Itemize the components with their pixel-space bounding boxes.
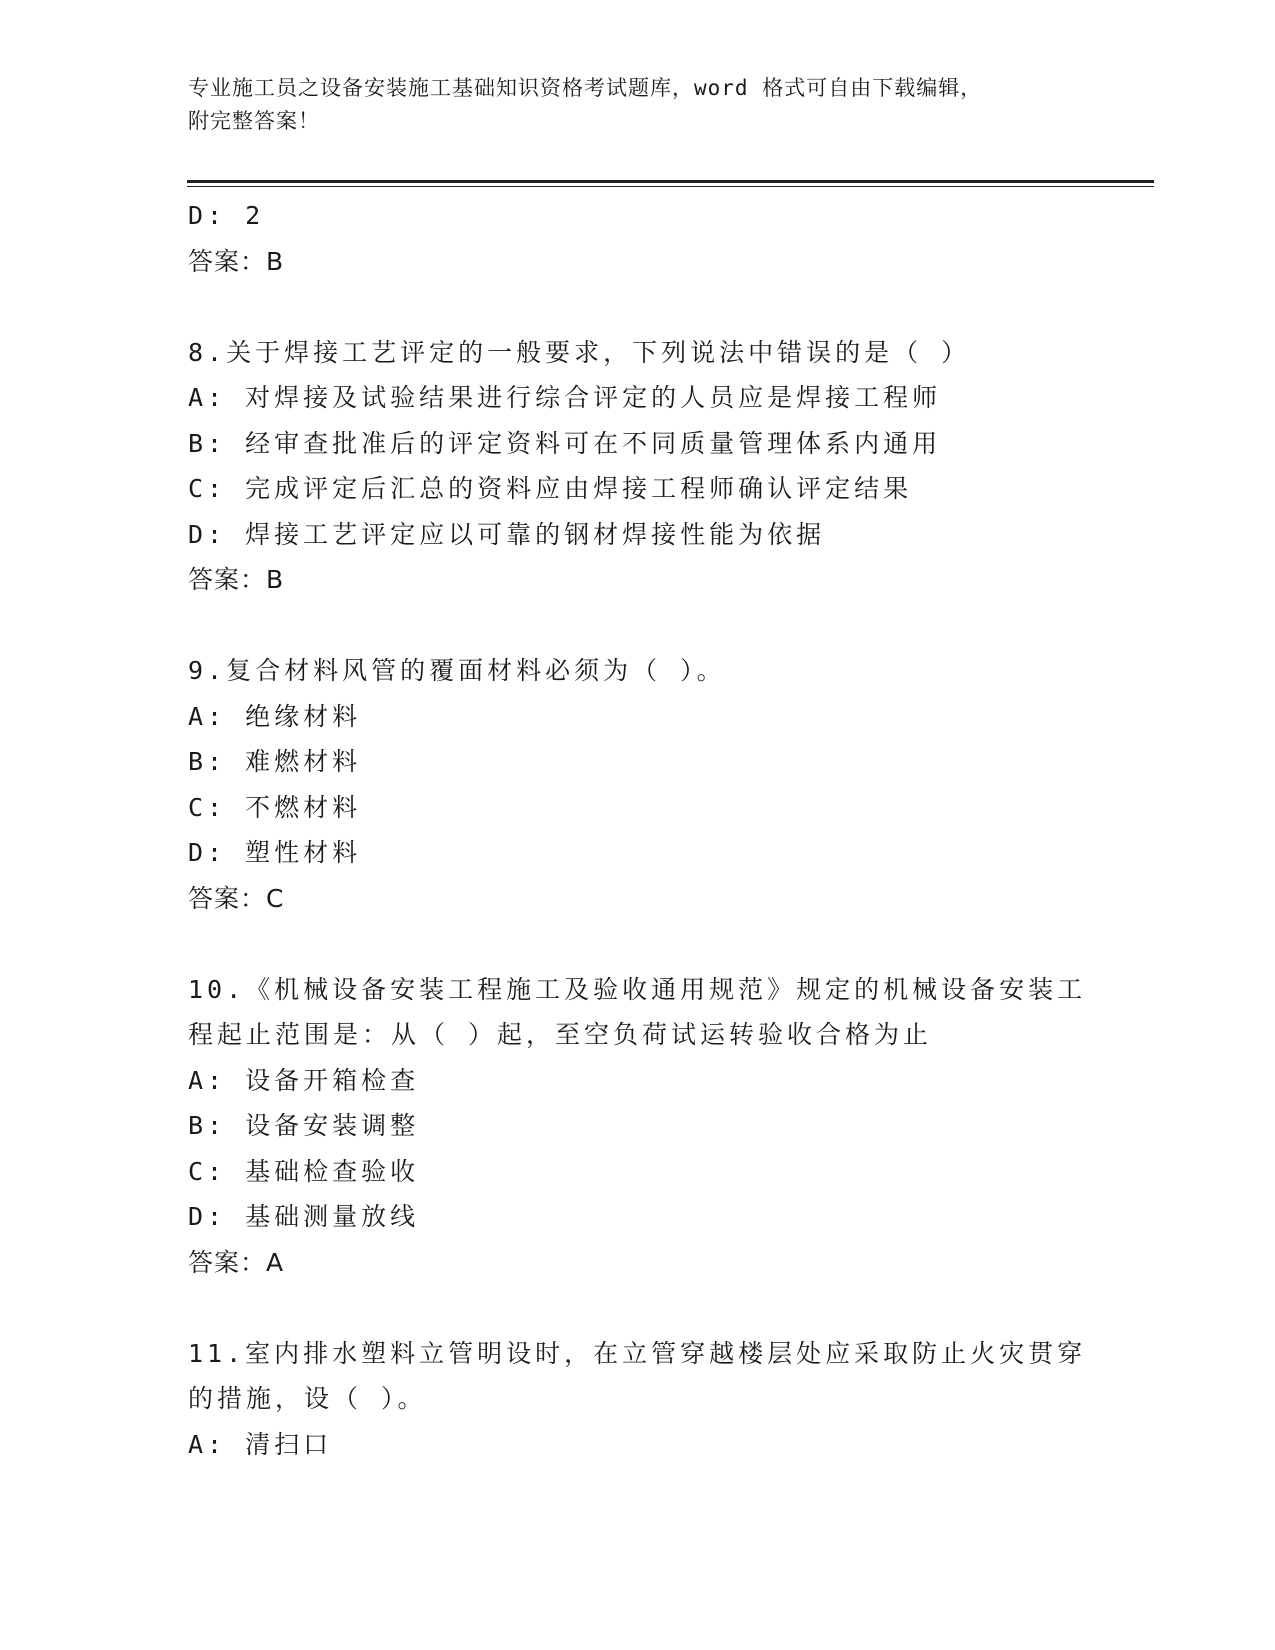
question-text-line-1: 11.室内排水塑料立管明设时，在立管穿越楼层处应采取防止火灾贯穿 bbox=[188, 1338, 1087, 1368]
option-a: A: 对焊接及试验结果进行综合评定的人员应是焊接工程师 bbox=[188, 383, 942, 412]
option-d: D: 基础测量放线 bbox=[188, 1202, 420, 1231]
answer-line: 答案：B bbox=[188, 565, 285, 594]
option-c: C: 完成评定后汇总的资料应由焊接工程师确认评定结果 bbox=[188, 474, 913, 503]
spacer bbox=[188, 603, 1088, 649]
option-b: B: 经审查批准后的评定资料可在不同质量管理体系内通用 bbox=[188, 428, 942, 458]
spacer bbox=[188, 284, 1088, 330]
option-d: D: 塑性材料 bbox=[188, 838, 362, 867]
question-text-line-2: 程起止范围是：从（ ）起，至空负荷试运转验收合格为止 bbox=[188, 1020, 933, 1049]
question-9 bbox=[188, 648, 1088, 921]
document-header bbox=[188, 72, 1088, 138]
answer-line: 答案：C bbox=[188, 883, 285, 913]
option-b: B: 设备安装调整 bbox=[188, 1111, 420, 1140]
question-text: 9.复合材料风管的覆面材料必须为（ ）。 bbox=[188, 656, 726, 685]
option-a: A: 清扫口 bbox=[188, 1429, 333, 1459]
header-divider-thick bbox=[187, 180, 1154, 183]
option-c: C: 不燃材料 bbox=[188, 792, 362, 822]
option-d: D: 2 bbox=[188, 201, 265, 230]
spacer bbox=[188, 1285, 1088, 1331]
answer-line: 答案：B bbox=[188, 246, 285, 276]
question-7-tail bbox=[188, 193, 1088, 284]
option-a: A: 设备开箱检查 bbox=[188, 1065, 420, 1095]
header-line-2: 附完整答案！ bbox=[188, 109, 320, 133]
header-divider-thin bbox=[187, 186, 1154, 187]
question-text-line-2: 的措施，设（ ）。 bbox=[188, 1384, 427, 1413]
question-11 bbox=[188, 1331, 1088, 1468]
question-list bbox=[188, 193, 1088, 1467]
header-line-1: 专业施工员之设备安装施工基础知识资格考试题库，word 格式可自由下载编辑， bbox=[188, 76, 983, 100]
spacer bbox=[188, 921, 1088, 967]
option-c: C: 基础检查验收 bbox=[188, 1156, 420, 1186]
question-8 bbox=[188, 330, 1088, 603]
option-d: D: 焊接工艺评定应以可靠的钢材焊接性能为依据 bbox=[188, 519, 826, 549]
option-b: B: 难燃材料 bbox=[188, 747, 362, 776]
answer-line: 答案：A bbox=[188, 1247, 285, 1277]
question-10 bbox=[188, 967, 1088, 1286]
question-text-line-1: 10.《机械设备安装工程施工及验收通用规范》规定的机械设备安装工 bbox=[188, 974, 1087, 1004]
question-text: 8.关于焊接工艺评定的一般要求，下列说法中错误的是（ ） bbox=[188, 337, 971, 367]
option-a: A: 绝缘材料 bbox=[188, 701, 362, 731]
